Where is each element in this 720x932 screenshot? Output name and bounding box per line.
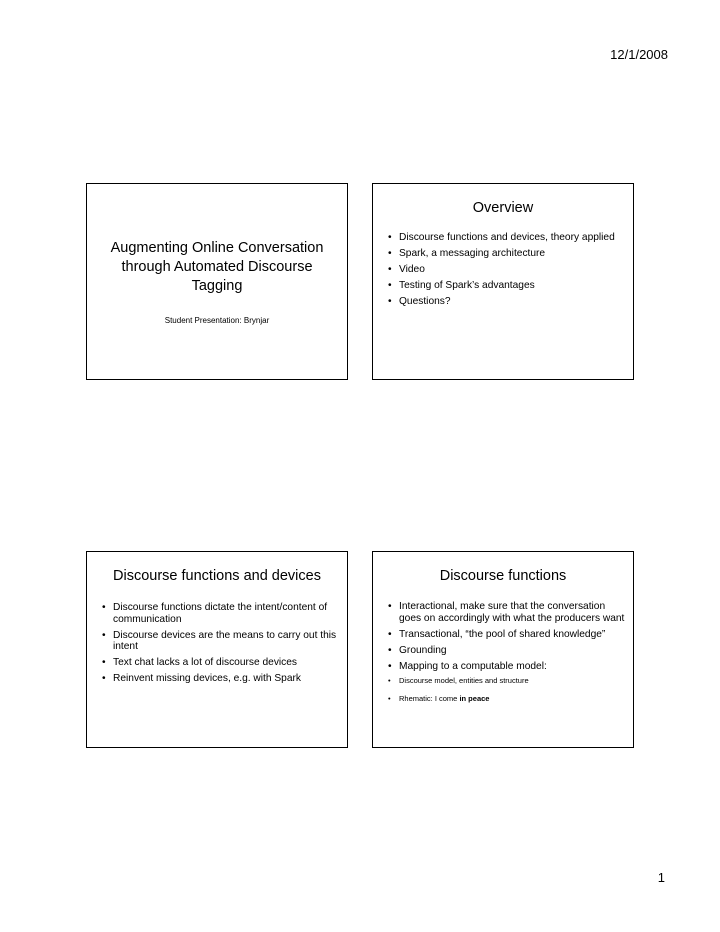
bullet-item: • Discourse devices are the means to carry out this intent bbox=[113, 630, 339, 653]
bullet-list bbox=[373, 601, 633, 709]
presentation-subtitle: Student Presentation: Brynjar bbox=[164, 316, 270, 325]
slide-title: Discourse functions bbox=[439, 568, 567, 584]
bullet-item: • Reinvent missing devices, e.g. with Spark bbox=[113, 673, 339, 685]
sub-item-text: Rhematic: I come bbox=[399, 693, 460, 703]
bullet-item: • Discourse functions dictate the intent/content of communication bbox=[113, 602, 339, 625]
slide-2-overview bbox=[372, 183, 634, 380]
bullet-list bbox=[87, 602, 347, 689]
slide-3-functions-devices bbox=[86, 551, 348, 748]
bullet-item bbox=[399, 661, 625, 705]
bullet-item: • Discourse functions and devices, theory applied bbox=[399, 232, 625, 244]
slide-4-discourse-functions bbox=[372, 551, 634, 748]
slide-title: Discourse functions and devices bbox=[113, 568, 321, 584]
sub-item bbox=[399, 692, 625, 705]
bullet-text: Mapping to a computable model: bbox=[399, 660, 547, 672]
bullet-item: • Questions? bbox=[399, 296, 625, 308]
slide-1-title bbox=[86, 183, 348, 380]
bullet-item: • Testing of Spark’s advantages bbox=[399, 280, 625, 292]
sub-list bbox=[399, 674, 625, 705]
bullet-item: • Interactional, make sure that the conversation goes on accordingly with what the producers want bbox=[399, 601, 625, 624]
slide-title: Overview bbox=[472, 200, 534, 216]
sub-item: • Discourse model, entities and structure bbox=[399, 674, 625, 687]
bullet-list bbox=[373, 232, 633, 312]
sub-item-bold-text: in peace bbox=[459, 693, 490, 703]
bullet-item: • Spark, a messaging architecture bbox=[399, 248, 625, 260]
bullet-item: • Text chat lacks a lot of discourse devices bbox=[113, 657, 339, 669]
page-date: 12/1/2008 bbox=[610, 47, 668, 62]
page-number: 1 bbox=[657, 870, 665, 885]
bullet-item: • Grounding bbox=[399, 645, 625, 657]
presentation-title: Augmenting Online Conversation through Automated Discourse Tagging bbox=[110, 240, 324, 294]
bullet-item: • Video bbox=[399, 264, 625, 276]
bullet-item: • Transactional, “the pool of shared knowledge” bbox=[399, 629, 625, 641]
